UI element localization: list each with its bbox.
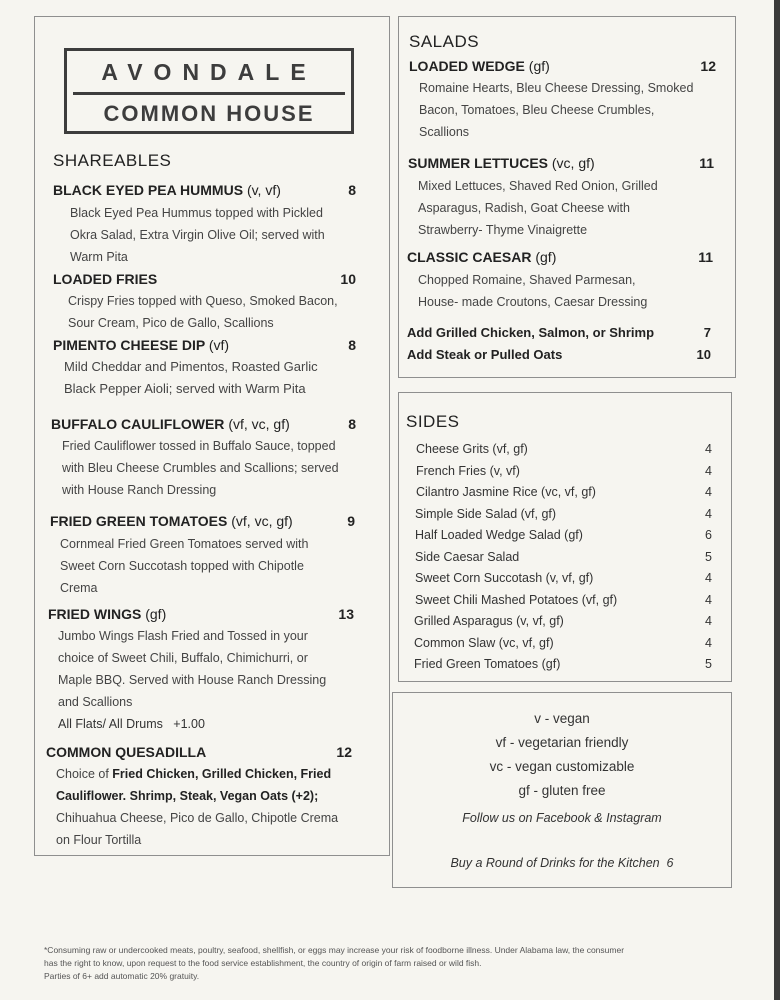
menu-item-name: CLASSIC CAESAR (gf) (407, 249, 557, 265)
salad-addon: Add Grilled Chicken, Salmon, or Shrimp (407, 325, 655, 340)
side-item-name: French Fries (v, vf) (416, 463, 520, 478)
salad-addon-price: 7 (703, 325, 711, 340)
wings-upcharge: All Flats/ All Drums +1.00 (58, 717, 205, 731)
menu-item-description: Chopped Romaine, Shaved Parmesan, House- made Croutons, Caesar Dressing (418, 273, 648, 309)
menu-item-price: 8 (348, 182, 356, 198)
side-item-name: Simple Side Salad (vf, gf) (415, 506, 557, 521)
side-item-price: 4 (705, 635, 712, 650)
side-item-price: 4 (705, 442, 712, 456)
side-item-name: Cilantro Jasmine Rice (vc, vf, gf) (416, 485, 596, 499)
menu-item-description: Crispy Fries topped with Queso, Smoked Bacon, Sour Cream, Pico de Gallo, Scallions (68, 294, 338, 330)
menu-item-price: 11 (699, 155, 714, 171)
side-item-name: Sweet Chili Mashed Potatoes (vf, gf) (415, 592, 618, 607)
menu-item-price: 11 (698, 249, 713, 265)
drinks-for-kitchen: Buy a Round of Drinks for the Kitchen 6 (450, 856, 674, 870)
logo-divider (73, 92, 345, 95)
menu-item-description: Choice of Fried Chicken, Grilled Chicken, Fried Cauliflower. Shrimp, Steak, Vegan Oats (+2); Chihuahua Cheese, Pico de Gallo, Chipotle Crema on Flour Tortilla (56, 767, 339, 847)
side-item-price: 4 (705, 571, 712, 585)
side-item-price: 4 (705, 592, 712, 607)
legend-vegan-customizable: vc - vegan customizable (489, 759, 635, 774)
menu-item-name: BLACK EYED PEA HUMMUS (v, vf) (53, 182, 281, 198)
menu-item-description: Cornmeal Fried Green Tomatoes served with Sweet Corn Succotash topped with Chipotle Crema (60, 537, 309, 595)
menu-item-description: Fried Cauliflower tossed in Buffalo Sauce, topped with Bleu Cheese Crumbles and Scallions; served with House Ranch Dressing (62, 439, 339, 497)
menu-item-name: BUFFALO CAULIFLOWER (vf, vc, gf) (51, 416, 290, 432)
menu-item-description: Black Eyed Pea Hummus topped with Pickled Okra Salad, Extra Virgin Olive Oil; served with Warm Pita (70, 206, 325, 264)
menu-item-price: 8 (348, 416, 356, 432)
menu-item-name: SUMMER LETTUCES (vc, gf) (408, 155, 595, 171)
menu-item-name: FRIED WINGS (gf) (48, 606, 167, 622)
menu-item-price: 13 (338, 606, 354, 622)
footer-disclaimer: *Consuming raw or undercooked meats, poultry, seafood, shellfish, or eggs may increase your risk of foodborne illness. Under Alabama law, the consumer has the right to know, upon request to the food service establishment, the country of origin of farm raised or wild fish. Parties of 6+ add automatic 20% gratuity. (44, 945, 625, 981)
legend-gluten-free: gf - gluten free (518, 783, 606, 798)
logo-line-2: COMMON HOUSE (103, 101, 315, 126)
menu-item-price: 12 (700, 58, 716, 74)
menu-item-name: LOADED FRIES (53, 271, 158, 287)
legend-vegan: v - vegan (534, 711, 590, 726)
side-item-name: Sweet Corn Succotash (v, vf, gf) (415, 571, 594, 585)
sides-title: SIDES (406, 412, 460, 431)
photo-edge (774, 0, 780, 1000)
logo-line-1: AVONDALE (101, 59, 317, 85)
menu-item-description: Mild Cheddar and Pimentos, Roasted Garlic Black Pepper Aioli; served with Warm Pita (64, 359, 318, 396)
menu-item-name: PIMENTO CHEESE DIP (vf) (53, 337, 230, 353)
social-follow: Follow us on Facebook & Instagram (462, 811, 662, 825)
side-item-price: 5 (705, 549, 712, 564)
side-item-name: Grilled Asparagus (v, vf, gf) (414, 614, 564, 628)
salad-addon-price: 10 (696, 347, 711, 362)
salad-addon: Add Steak or Pulled Oats (407, 347, 563, 362)
menu-item-description: Mixed Lettuces, Shaved Red Onion, Grilled Asparagus, Radish, Goat Cheese with Strawberry- Thyme Vinaigrette (418, 179, 658, 237)
side-item-price: 4 (705, 506, 712, 521)
side-item-name: Cheese Grits (vf, gf) (416, 442, 528, 456)
menu-item-price: 9 (347, 513, 355, 529)
menu-item-name: COMMON QUESADILLA (46, 744, 207, 760)
menu-item-name: LOADED WEDGE (gf) (409, 58, 550, 74)
menu-item-description: Jumbo Wings Flash Fried and Tossed in your choice of Sweet Chili, Buffalo, Chimichurri, or Maple BBQ. Served with House Ranch Dressing and Scallions All Flats/ All Drums +1.00 (58, 625, 378, 735)
side-item-price: 6 (705, 528, 712, 542)
menu-item-name: FRIED GREEN TOMATOES (vf, vc, gf) (50, 513, 293, 529)
side-item-name: Fried Green Tomatoes (gf) (414, 657, 561, 671)
menu-item-price: 8 (348, 337, 356, 353)
side-item-price: 4 (705, 463, 712, 478)
menu-item-description: Romaine Hearts, Bleu Cheese Dressing, Smoked Bacon, Tomatoes, Bleu Cheese Crumbles, Scallions (419, 81, 694, 139)
shareables-title: SHAREABLES (53, 151, 172, 170)
side-item-name: Common Slaw (vc, vf, gf) (414, 635, 554, 650)
side-item-price: 5 (705, 657, 712, 671)
menu-item-price: 12 (336, 744, 352, 760)
restaurant-logo (64, 48, 354, 134)
side-item-name: Side Caesar Salad (415, 549, 520, 564)
side-item-name: Half Loaded Wedge Salad (gf) (415, 528, 583, 542)
salads-title: SALADS (409, 32, 480, 51)
menu-item-price: 10 (340, 271, 356, 287)
side-item-price: 4 (705, 614, 712, 628)
side-item-price: 4 (705, 485, 712, 499)
legend-vegetarian: vf - vegetarian friendly (495, 735, 629, 750)
